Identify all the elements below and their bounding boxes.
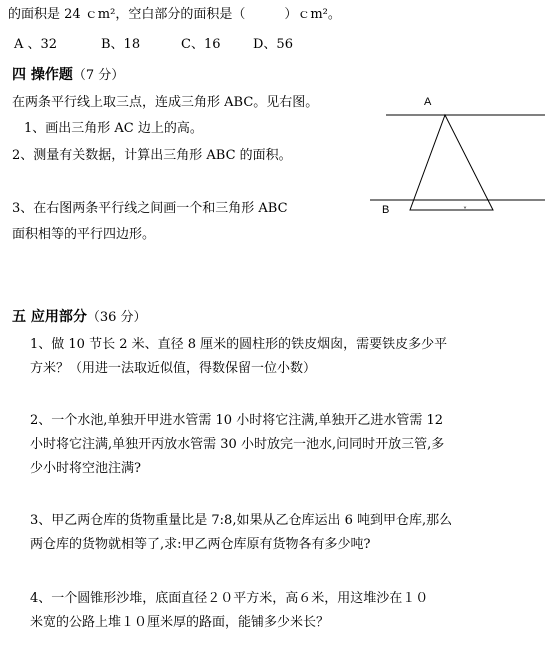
- section5-q2-line1: 2、一个水池,单独开甲进水管需 10 小时将它注满,单独开乙进水管需 12: [30, 413, 444, 428]
- section4-q2: 2、测量有关数据，计算出三角形 ABC 的面积。: [12, 148, 292, 163]
- section4-q3-line1: 3、在右图两条平行线之间画一个和三角形 ABC: [12, 201, 288, 216]
- section5-title: 五 应用部分: [12, 309, 87, 325]
- choice-d: D、56: [253, 37, 293, 52]
- section4-q1: 1、画出三角形 AC 边上的高。: [24, 121, 203, 136]
- vertex-a-label: A: [424, 96, 432, 108]
- section4-title: 四 操作题: [12, 67, 73, 83]
- section5-q3-line2: 两仓库的货物就相等了,求:甲乙两仓库原有货物各有多少吨?: [30, 537, 371, 552]
- choice-c: C、16: [181, 37, 221, 52]
- choice-a: A 、32: [14, 37, 58, 52]
- section4-q3-line2: 面积相等的平行四边形。: [12, 227, 156, 242]
- section5-q2-line3: 少小时将空池注满?: [30, 461, 141, 476]
- section5-score: （36 分）: [86, 310, 147, 325]
- triangle-abc: [410, 115, 493, 210]
- section4-heading: [12, 66, 124, 85]
- section5-q2-line2: 小时将它注满,单独开丙放水管需 30 小时放完一池水,问同时开放三管,多: [30, 437, 445, 452]
- choice-b: B、18: [101, 37, 141, 52]
- section5-q4-line2: 米宽的公路上堆１０厘米厚的路面，能铺多少米长？: [30, 615, 330, 630]
- section4-desc: 在两条平行线上取三点，连成三角形 ABC。见右图。: [12, 95, 319, 110]
- section5-q1-line1: 1、做 10 节长 2 米、直径 8 厘米的圆柱形的铁皮烟囱，需要铁皮多少平: [30, 337, 448, 352]
- section5-q1-line2: 方米？（用进一法取近似值，得数保留一位小数）: [30, 361, 317, 376]
- section5-q4-line1: 4、一个圆锥形沙堆，底面直径２０平方米，高６米，用这堆沙在１０: [30, 591, 429, 606]
- section4-score: （7 分）: [72, 68, 125, 83]
- triangle-figure: [370, 92, 545, 222]
- section5-heading: [12, 308, 147, 327]
- section5-q3-line1: 3、甲乙两仓库的货物重量比是 7:8,如果从乙仓库运出 6 吨到甲仓库,那么: [30, 513, 453, 528]
- vertex-c-mark: ˅: [463, 206, 467, 215]
- intro-line: 的面积是 24 ｃm²，空白部分的面积是（ ）ｃm²。: [8, 7, 341, 22]
- vertex-b-label: B: [382, 204, 390, 216]
